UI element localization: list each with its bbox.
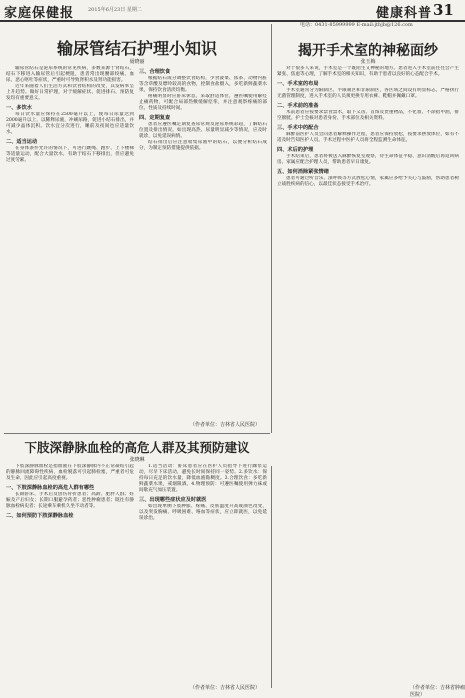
paper-name: 家庭保健报 xyxy=(4,6,75,21)
page-number: 31 xyxy=(433,1,454,19)
article3-col-left xyxy=(6,464,134,688)
article2-source: （作者单位：吉林省肿瘤医院） xyxy=(410,685,465,698)
article1-para: 在身体条件允许的情况下，可进行跳绳、跑步、上下楼梯等适量运动，配合大量饮水，有助于结石下移排出，但应避免过度劳累。 xyxy=(6,146,134,163)
article3-para: 下肢深静脉血栓是指血液在下肢深静脉内不正常凝结引起的静脉回流障碍性疾病，血栓脱落可引起肺栓塞，严重者可危及生命，因此应引起高度重视。 xyxy=(6,464,134,481)
article1-source: （作者单位：吉林省人民医院） xyxy=(190,422,261,428)
article2-author: 张玉梅 xyxy=(360,59,376,65)
article1-para: 患者应遵医嘱定期复查尿常规及泌尿系统彩超，了解结石位置及排出情况。如出现高热、尿量明显减少等情况，应及时就诊，以免延误病情。 xyxy=(139,122,267,139)
issue-date: 2015年6月23日 星期二 xyxy=(88,7,142,13)
article1-para: 结石排出后应注意收集尿液中的结石，以便分析结石成分，为制定预防措施提供依据。 xyxy=(139,140,267,151)
article1-heading: 三、合理饮食 xyxy=(139,69,171,75)
article2-title: 揭开手术室的神秘面纱 xyxy=(298,43,438,59)
article-divider xyxy=(4,433,270,434)
article1-para: 近年来随着人们生活方式和饮食结构的改变，其发病率呈上升趋势。做好日常护理，对于缓解症状、促进排石、预防复发均有重要意义。 xyxy=(6,84,134,101)
article2-heading: 四、术后的护理 xyxy=(277,147,314,153)
article1-para: 输尿管结石是泌尿系统的常见疾病，多数来源于肾结石，结石下移进入输尿管后引起梗阻，患者常出现腰部绞痛、血尿、恶心呕吐等症状，严重时可导致肾积水及肾功能损害。 xyxy=(6,66,134,83)
article1-para: 疼痛明显时应卧床休息，采取舒适体位，遵医嘱使用解痉止痛药物，可配合局部热敷缓解痉挛，并注意观察疼痛的部位、性质及持续时间。 xyxy=(139,94,267,111)
article2-heading: 一、手术室的布局 xyxy=(277,81,319,87)
article1-para: 每日饮水量应保持在2500毫升以上，使每日尿量达到2000毫升以上，以稀释尿液，冲刷尿路，促进小结石排出，并可减少晶体沉积。饮水宜分次进行，睡前及夜间也应适量饮水。 xyxy=(6,112,134,135)
article2-para: 患者可通过听音乐、深呼吸等方式放松心情，家属应多给予关心与鼓励，帮助患者树立战胜疾病的信心，以最佳状态接受手术治疗。 xyxy=(277,176,459,187)
article3-para: 长期卧床、手术后及创伤骨折患者；高龄、肥胖人群；妊娠及产后妇女；长期口服避孕药者；恶性肿瘤患者；既往有静脉血栓病史者；长途乘车乘机久坐不动者等。 xyxy=(6,492,134,509)
article1-col-right xyxy=(139,66,267,416)
article1-heading: 一、多饮水 xyxy=(6,105,32,111)
section-name: 健康科普 xyxy=(376,6,433,21)
article1-title: 输尿管结石护理小知识 xyxy=(56,39,217,58)
article1-heading: 二、适当运动 xyxy=(6,139,38,145)
article3-col-right xyxy=(139,464,267,678)
article3-para: 1.适当活动：卧床患者应在医护人员指导下进行踝泵运动，尽早下床活动，避免长时间保持同一姿势。2.多饮水：保持每日充足的饮水量，降低血液黏稠度。3.合理饮食：多吃新鲜蔬菜水果，戒烟限酒。4.物理预防：可遵医嘱使用弹力袜或间歇充气加压装置。 xyxy=(139,464,267,493)
article1-heading: 四、定期复查 xyxy=(139,115,171,121)
article3-heading: 三、出现哪些症状应及时就医 xyxy=(139,497,207,503)
column-divider-lower xyxy=(271,466,272,688)
column-divider xyxy=(271,24,272,433)
article2-body xyxy=(277,66,459,678)
article3-heading: 一、下肢深静脉血栓的高危人群有哪些 xyxy=(6,485,95,491)
article2-para: 对于很多人来说，手术室是一个既陌生又神秘的地方。患者进入手术室前往往会产生紧张、焦虑等心理，了解手术室的相关知识，有助于患者以良好的心态配合手术。 xyxy=(277,66,459,77)
page-header xyxy=(0,0,465,22)
article3-source: （作者单位：吉林省人民医院） xyxy=(190,685,261,691)
article2-para: 麻醉前医护人员会向患者解释操作过程，患者应保持放松，按要求摆放体位，如有不适及时告知医护人员。手术过程中医护人员将全程监测生命体征。 xyxy=(277,132,459,143)
contact-info: 电话：0431-85999999 E-mail:jtbjb@126.com xyxy=(300,22,413,28)
article2-para: 术前患者应按要求禁食禁水，取下义齿、首饰及贵重物品，不化妆、不涂指甲油，排空膀胱。护士会核对患者身份、手术部位及相关资料。 xyxy=(277,110,459,121)
article1-author: 聂晓丽 xyxy=(129,59,145,65)
article3-heading: 二、如何预防下肢深静脉血栓 xyxy=(6,513,74,519)
article2-heading: 二、手术前的准备 xyxy=(277,103,319,109)
article2-heading: 三、手术中的配合 xyxy=(277,125,319,131)
article3-para: 如出现单侧下肢肿胀、疼痛、皮肤温度升高或颜色改变，以及突发胸痛、呼吸困难、咯血等症状，应立即就医，以免延误诊治。 xyxy=(139,504,267,521)
article1-col-left xyxy=(6,66,134,428)
article3-title: 下肢深静脉血栓的高危人群及其预防建议 xyxy=(24,440,250,455)
article1-para: 根据结石成分调整饮食结构，少食菠菜、浓茶、动物内脏等含草酸及嘌呤较高的食物，控制食盐摄入，多吃新鲜蔬菜水果，保持饮食清淡均衡。 xyxy=(139,76,267,93)
article2-para: 手术室通常分为限制区、半限制区和非限制区，各区域之间设有明显标志，严格执行无菌管理制度，进入手术室的人员须更换专用衣裤、鞋帽并佩戴口罩。 xyxy=(277,88,459,99)
article2-para: 手术结束后，患者将被送入麻醉恢复室观察，待生命体征平稳、意识清醒后再返回病房。家属应配合护理人员，帮助患者早日康复。 xyxy=(277,154,459,165)
article2-heading: 五、如何消除紧张情绪 xyxy=(277,169,329,175)
article3-author: 张晓琳 xyxy=(129,457,145,463)
